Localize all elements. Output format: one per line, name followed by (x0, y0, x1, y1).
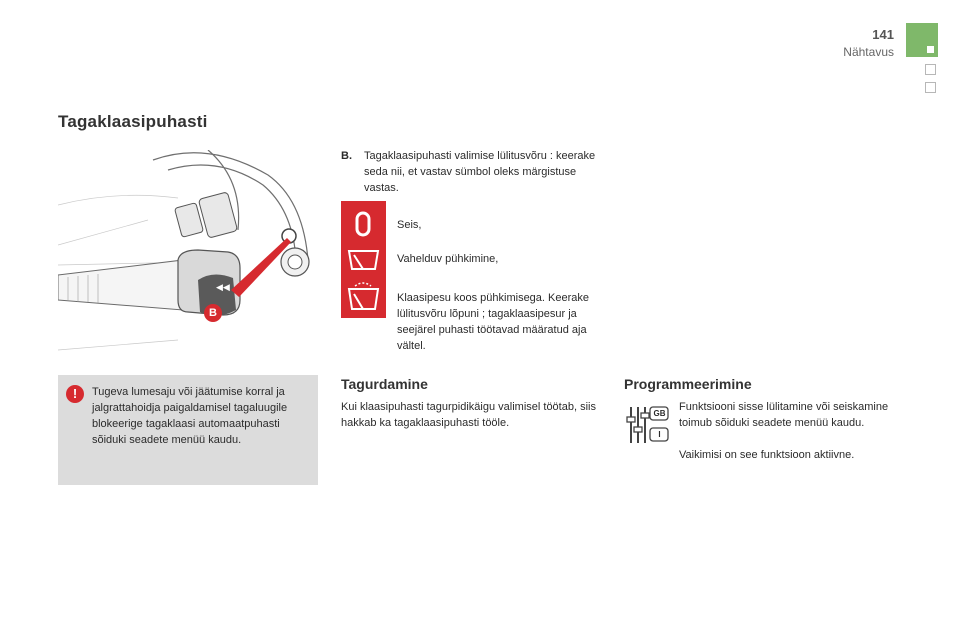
wiper-stalk-drawing (58, 150, 318, 360)
programming-title: Programmeerimine (624, 376, 752, 392)
settings-menu-gb-icon (626, 405, 670, 445)
rear-wiper-intermittent-icon (341, 243, 386, 277)
warning-text: Tugeva lumesaju või jäätumise korral ja jalgrattahoidja paigaldamisel tagaluugile blokeerige tagaklaasi automaatpuhasti sõiduki seadete menüü kaudu. (92, 386, 288, 446)
wiper-symbols-strip (341, 201, 386, 318)
reverse-text: Kui klaasipuhasti tagurpidikäigu valimisel töötab, siis hakkab ka tagaklaasipuhasti tööle. (341, 401, 596, 429)
reverse-title: Tagurdamine (341, 376, 428, 392)
ring-description (341, 148, 606, 196)
exclamation-icon: ! (66, 385, 84, 403)
option-washer-text: Klaasipesu koos pühkimisega. Keerake lülitusvõru lõpuni ; tagaklaasipesur ja seejärel puhasti töötavad määratud aja vältel. (397, 292, 590, 352)
chapter-tab[interactable] (925, 64, 936, 75)
option-off-text: Seis, (397, 219, 422, 231)
callout-b: B (204, 304, 222, 322)
chapter-title: Nähtavus (843, 45, 894, 59)
chapter-tab-active[interactable] (906, 23, 938, 57)
wiper-stalk-illustration (58, 150, 318, 360)
rear-wiper-washer-icon (341, 279, 386, 315)
programming-text: Funktsiooni sisse lülitamine või seiskamine toimub sõiduki seadete menüü kaudu. (679, 401, 889, 429)
i-badge: I (658, 430, 661, 439)
chapter-tab[interactable] (925, 82, 936, 93)
rear-wiper-off-icon (341, 207, 386, 241)
page-number: 141 (872, 27, 894, 42)
ring-text: Tagaklaasipuhasti valimise lülitusvõru : keerake seda nii, et vastav sümbol oleks märgistuse vastas. (364, 150, 596, 194)
section-title: Tagaklaasipuhasti (58, 112, 208, 131)
programming-default-text: Vaikimisi on see funktsioon aktiivne. (679, 449, 855, 461)
gb-badge: GB (653, 409, 666, 418)
warning-box (58, 375, 318, 485)
ring-label: B. (341, 150, 352, 162)
svg-text:◀◀: ◀◀ (216, 283, 230, 293)
option-intermittent-text: Vahelduv pühkimine, (397, 253, 499, 265)
